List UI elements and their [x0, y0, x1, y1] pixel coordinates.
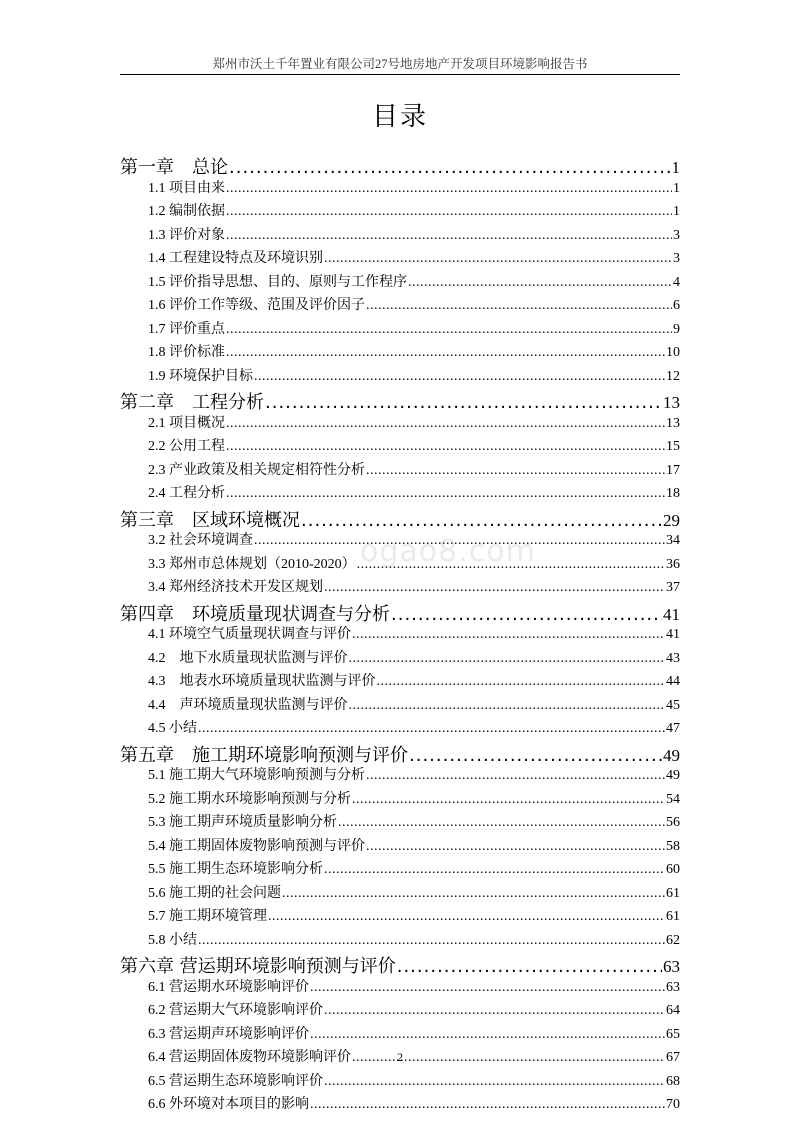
toc-entry-page: 67	[666, 1050, 680, 1065]
toc-section-entry[interactable]	[120, 365, 680, 389]
dot-leader	[352, 627, 665, 643]
dot-leader	[324, 251, 672, 267]
toc-entry-label: 1.9 环境保护目标	[148, 368, 253, 384]
toc-section-entry[interactable]	[120, 647, 680, 671]
toc-entry-label: 第三章 区域环境概况	[120, 509, 300, 531]
toc-entry-label: 4.5 小结	[148, 721, 197, 736]
toc-section-entry[interactable]	[120, 576, 680, 600]
toc-section-entry[interactable]	[120, 788, 680, 812]
toc-section-entry[interactable]	[120, 670, 680, 694]
toc-entry-label: 5.7 施工期环境管理	[148, 909, 267, 924]
toc-section-entry[interactable]	[120, 976, 680, 1000]
toc-section-entry[interactable]	[120, 341, 680, 365]
toc-entry-page: 43	[666, 650, 680, 666]
dot-leader	[254, 369, 665, 385]
dot-leader	[226, 181, 672, 197]
toc-section-entry[interactable]	[120, 435, 680, 459]
toc-entry-page: 9	[673, 321, 680, 337]
toc-section-entry[interactable]	[120, 247, 680, 271]
toc-entry-label: 1.1 项目由来	[148, 180, 225, 196]
dot-leader	[366, 839, 665, 855]
toc-entry-page: 49	[663, 745, 680, 765]
toc-entry-page: 3	[673, 227, 680, 243]
toc-entry-page: 60	[666, 862, 680, 877]
toc-chapter-entry[interactable]	[120, 388, 680, 412]
toc-entry-page: 36	[666, 556, 680, 572]
dot-leader	[226, 204, 672, 220]
dot-leader	[226, 416, 665, 432]
toc-entry-page: 18	[666, 486, 680, 501]
toc-entry-label: 5.2 施工期水环境影响预测与分析	[148, 791, 351, 807]
toc-section-entry[interactable]	[120, 271, 680, 295]
toc-section-entry[interactable]	[120, 294, 680, 318]
table-of-contents	[120, 153, 680, 1117]
toc-entry-label: 第一章 总论	[120, 157, 228, 178]
toc-chapter-entry[interactable]	[120, 600, 680, 624]
dot-leader	[310, 1097, 665, 1113]
toc-entry-page: 63	[666, 979, 680, 995]
toc-entry-page: 12	[666, 368, 680, 384]
toc-section-entry[interactable]	[120, 929, 680, 953]
dot-leader	[226, 345, 665, 361]
toc-entry-page: 6	[673, 298, 680, 313]
toc-chapter-entry[interactable]	[120, 506, 680, 530]
toc-section-entry[interactable]	[120, 1023, 680, 1047]
toc-entry-page: 1	[671, 158, 680, 177]
dot-leader	[338, 815, 665, 831]
toc-entry-label: 第六章 营运期环境影响预测与评价	[120, 956, 396, 977]
toc-entry-page: 13	[663, 393, 680, 412]
toc-section-entry[interactable]	[120, 177, 680, 201]
dot-leader	[324, 580, 665, 596]
toc-entry-page: 63	[663, 957, 680, 976]
header-rule	[120, 74, 680, 75]
dot-leader	[324, 862, 665, 878]
toc-entry-label: 6.5 营运期生态环境影响评价	[148, 1073, 323, 1089]
running-header: 郑州市沃土千年置业有限公司27号地房地产开发项目环境影响报告书	[212, 57, 588, 71]
toc-section-entry[interactable]	[120, 764, 680, 788]
dot-leader	[226, 228, 672, 244]
dot-leader	[349, 651, 666, 667]
toc-entry-page: 41	[666, 627, 680, 642]
toc-entry-label: 2.3 产业政策及相关规定相符性分析	[148, 462, 365, 478]
toc-entry-page: 45	[666, 697, 680, 713]
toc-entry-label: 1.4 工程建设特点及环境识别	[148, 251, 323, 266]
toc-chapter-entry[interactable]	[120, 741, 680, 765]
toc-entry-page: 49	[666, 768, 680, 783]
toc-entry-page: 70	[666, 1097, 680, 1112]
toc-entry-page: 34	[666, 533, 680, 548]
toc-entry-label: 6.1 营运期水环境影响评价	[148, 979, 309, 995]
toc-entry-label: 6.4 营运期固体废物环境影响评价	[148, 1050, 351, 1065]
toc-entry-page: 65	[666, 1026, 680, 1042]
dot-leader	[408, 275, 672, 291]
toc-entry-page: 4	[673, 274, 680, 290]
toc-entry-page: 56	[666, 815, 680, 830]
toc-entry-page: 13	[666, 415, 680, 431]
toc-section-entry[interactable]	[120, 623, 680, 647]
page-title: 目录	[371, 102, 428, 132]
dot-leader	[366, 298, 672, 314]
toc-entry-label: 5.6 施工期的社会问题	[148, 885, 281, 901]
toc-entry-page: 41	[663, 604, 680, 624]
toc-entry-label: 5.8 小结	[148, 932, 197, 948]
toc-entry-page: 17	[666, 462, 680, 478]
toc-entry-page: 64	[666, 1003, 680, 1018]
toc-entry-page: 61	[666, 909, 680, 924]
toc-entry-label: 5.1 施工期大气环境影响预测与分析	[148, 768, 365, 783]
toc-entry-label: 第二章 工程分析	[120, 392, 264, 413]
toc-entry-label: 2.2 公用工程	[148, 439, 225, 454]
toc-entry-label: 6.6 外环境对本项目的影响	[148, 1097, 309, 1112]
toc-entry-label: 第四章 环境质量现状调查与分析	[120, 603, 390, 625]
toc-entry-label: 2.4 工程分析	[148, 486, 225, 501]
toc-entry-label: 1.5 评价指导思想、目的、原则与工作程序	[148, 274, 407, 290]
toc-entry-label: 5.3 施工期声环境质量影响分析	[148, 815, 337, 830]
toc-entry-page: 15	[666, 439, 680, 454]
toc-section-entry[interactable]	[120, 1070, 680, 1094]
dot-leader	[226, 439, 665, 455]
toc-entry-label: 5.5 施工期生态环境影响分析	[148, 862, 323, 877]
toc-section-entry[interactable]	[120, 224, 680, 248]
toc-entry-page: 61	[666, 885, 680, 901]
toc-section-entry[interactable]	[120, 811, 680, 835]
toc-entry-label: 3.4 郑州经济技术开发区规划	[148, 580, 323, 595]
toc-section-entry[interactable]	[120, 1093, 680, 1117]
toc-chapter-entry[interactable]	[120, 153, 680, 177]
toc-entry-page: 10	[666, 345, 680, 360]
toc-entry-page: 44	[666, 674, 680, 689]
toc-entry-label: 4.4 声环境质量现状监测与评价	[148, 697, 348, 713]
watermark: ogao8.com	[360, 534, 536, 569]
toc-entry-label: 1.3 评价对象	[148, 227, 225, 243]
toc-entry-label: 第五章 施工期环境影响预测与评价	[120, 744, 408, 766]
toc-entry-page: 1	[673, 180, 680, 196]
toc-section-entry[interactable]	[120, 412, 680, 436]
dot-leader	[226, 486, 665, 502]
toc-section-entry[interactable]	[120, 858, 680, 882]
toc-entry-label: 1.7 评价重点	[148, 321, 225, 337]
toc-section-entry[interactable]	[120, 200, 680, 224]
toc-entry-label: 3.3 郑州市总体规划（2010-2020）	[148, 556, 356, 572]
dot-leader	[310, 980, 665, 996]
toc-section-entry[interactable]	[120, 905, 680, 929]
toc-entry-page: 54	[666, 791, 680, 807]
dot-leader	[268, 909, 665, 925]
page-number: 2	[397, 1050, 403, 1064]
toc-section-entry[interactable]	[120, 482, 680, 506]
dot-leader	[198, 721, 665, 737]
toc-entry-label: 5.4 施工期固体废物影响预测与评价	[148, 838, 365, 854]
toc-entry-label: 1.6 评价工作等级、范围及评价因子	[148, 298, 365, 313]
dot-leader	[198, 933, 665, 949]
toc-entry-label: 6.3 营运期声环境影响评价	[148, 1026, 309, 1042]
dot-leader	[226, 322, 672, 338]
toc-entry-page: 37	[666, 580, 680, 595]
toc-entry-page: 29	[663, 510, 680, 530]
toc-section-entry[interactable]	[120, 999, 680, 1023]
toc-section-entry[interactable]	[120, 717, 680, 741]
dot-leader	[377, 674, 666, 690]
dot-leader	[366, 768, 665, 784]
toc-entry-label: 2.1 项目概况	[148, 415, 225, 431]
toc-section-entry[interactable]	[120, 459, 680, 483]
toc-entry-label: 4.2 地下水质量现状监测与评价	[148, 650, 348, 666]
dot-leader	[324, 1074, 665, 1090]
toc-section-entry[interactable]	[120, 882, 680, 906]
dot-leader	[366, 463, 665, 479]
toc-entry-label: 1.2 编制依据	[148, 204, 225, 219]
toc-section-entry[interactable]	[120, 835, 680, 859]
dot-leader	[229, 157, 671, 178]
dot-leader	[324, 1003, 665, 1019]
toc-entry-label: 4.3 地表水环境质量现状监测与评价	[148, 674, 376, 689]
toc-entry-page: 47	[666, 721, 680, 736]
toc-entry-label: 1.8 评价标准	[148, 345, 225, 360]
toc-section-entry[interactable]	[120, 318, 680, 342]
toc-entry-label: 6.2 营运期大气环境影响评价	[148, 1003, 323, 1018]
toc-entry-page: 62	[666, 932, 680, 948]
dot-leader	[397, 956, 662, 977]
dot-leader	[265, 392, 662, 413]
toc-chapter-entry[interactable]	[120, 952, 680, 976]
dot-leader	[409, 745, 662, 766]
dot-leader	[349, 698, 666, 714]
dot-leader	[352, 792, 665, 808]
toc-entry-page: 1	[673, 204, 680, 219]
toc-entry-label: 4.1 环境空气质量现状调查与评价	[148, 627, 351, 642]
toc-entry-page: 68	[666, 1073, 680, 1089]
toc-section-entry[interactable]	[120, 694, 680, 718]
toc-entry-page: 58	[666, 838, 680, 854]
toc-entry-label: 3.2 社会环境调查	[148, 533, 253, 548]
dot-leader	[310, 1027, 665, 1043]
dot-leader	[301, 510, 662, 531]
dot-leader	[282, 886, 665, 902]
dot-leader	[391, 604, 662, 625]
toc-entry-page: 3	[673, 251, 680, 266]
